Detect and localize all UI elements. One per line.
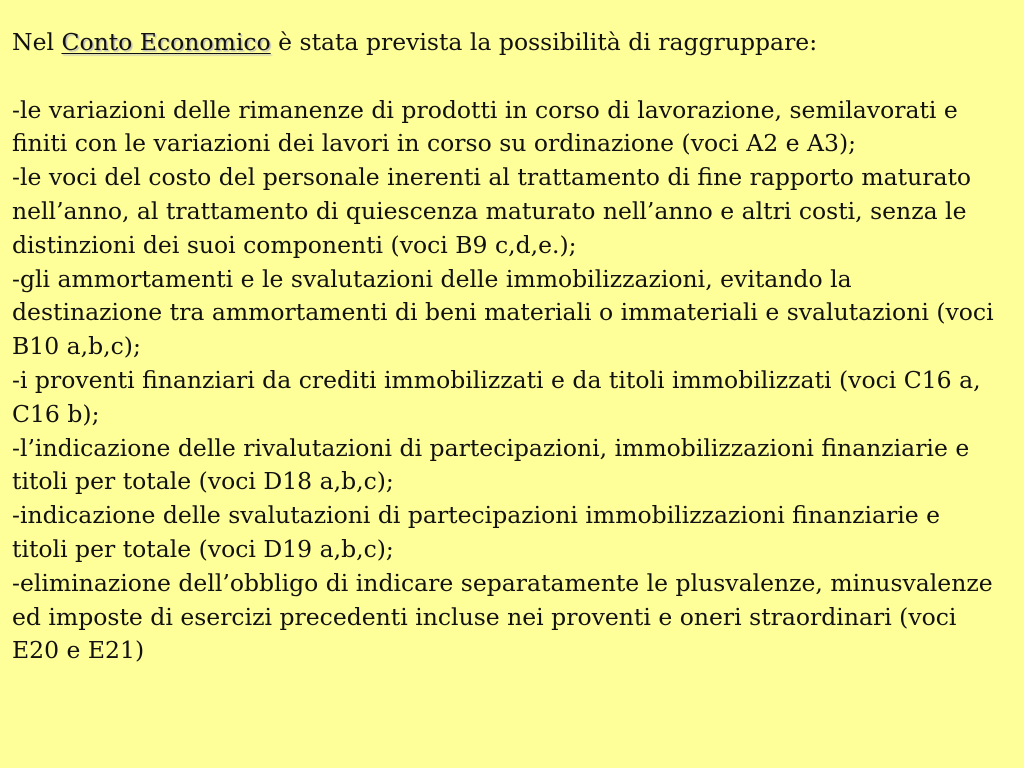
list-item: -indicazione delle svalutazioni di partecipazioni immobilizzazioni finanziarie e titoli per totale (voci D19 a,b,c);: [12, 501, 941, 563]
intro-suffix: è stata prevista la possibilità di raggruppare:: [270, 28, 818, 56]
list-item: -l’indicazione delle rivalutazioni di partecipazioni, immobilizzazioni finanziarie e titoli per totale (voci D18 a,b,c);: [12, 433, 970, 496]
list-item: -gli ammortamenti e le svalutazioni delle immobilizzazioni, evitando la destinazione tra ammortamenti di beni materiali o immateriali e svalutazioni (voci B10 a,b,c);: [12, 264, 994, 361]
paragraph-spacer: [12, 60, 1012, 94]
list-item: -le variazioni delle rimanenze di prodotti in corso di lavorazione, semilavorati e finiti con le variazioni dei lavori in corso su ordinazione (voci A2 e A3);: [12, 95, 958, 158]
list-item: -i proventi finanziari da crediti immobilizzati e da titoli immobilizzati (voci C16 a, C16 b);: [12, 365, 981, 428]
grouping-list: [12, 94, 1002, 669]
list-item: -eliminazione dell’obbligo di indicare separatamente le plusvalenze, minusvalenze ed imposte di esercizi precedenti incluse nei proventi e oneri straordinari (voci E20 e E21): [12, 568, 993, 665]
list-item: -le voci del costo del personale inerenti al trattamento di fine rapporto maturato nell’anno, al trattamento di quiescenza maturato nell’anno e altri costi, senza le distinzioni dei suoi componenti (voci B9 c,d,e.);: [12, 163, 972, 259]
conto-economico-link[interactable]: Conto Economico: [61, 28, 271, 56]
intro-paragraph: [12, 26, 1012, 60]
intro-prefix: Nel: [12, 28, 62, 56]
